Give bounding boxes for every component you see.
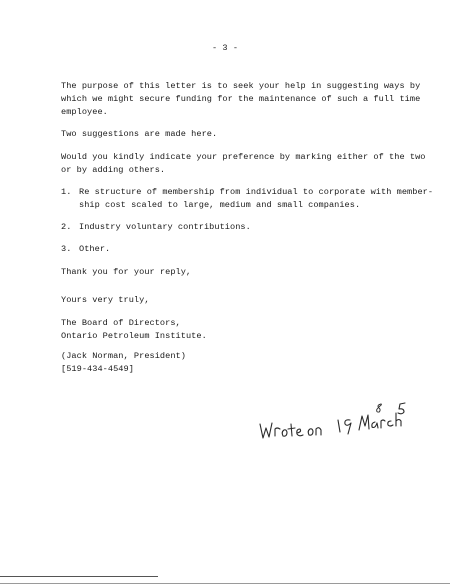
item-3-line-1: Other. — [79, 244, 111, 254]
item-3-number: 3. — [61, 244, 72, 254]
contact-line-1: (Jack Norman, President) — [61, 351, 186, 361]
signature-line-1: The Board of Directors, — [61, 318, 181, 328]
indicate-line-2: or by adding others. — [61, 165, 166, 175]
thanks-line: Thank you for your reply, — [61, 267, 192, 277]
purpose-line-3: employee. — [61, 107, 108, 117]
item-2-number: 2. — [61, 222, 72, 232]
yours-line: Yours very truly, — [61, 295, 150, 305]
item-1-number: 1. — [61, 187, 72, 197]
indicate-line-1: Would you kindly indicate your preference by marking either of the two — [61, 152, 426, 162]
page-number: - 3 - — [212, 43, 239, 53]
purpose-line-1: The purpose of this letter is to seek your help in suggesting ways by — [61, 81, 421, 91]
item-2-line-1: Industry voluntary contributions. — [79, 222, 251, 232]
handwritten-note — [258, 402, 408, 446]
contact-line-2: [519-434-4549] — [61, 364, 134, 374]
scan-bottom-edge — [0, 583, 450, 584]
suggestions-line: Two suggestions are made here. — [61, 129, 218, 139]
signature-line-2: Ontario Petroleum Institute. — [61, 331, 207, 341]
purpose-line-2: which we might secure funding for the maintenance of such a full time — [61, 94, 421, 104]
item-1-line-2: ship cost scaled to large, medium and small companies. — [79, 200, 361, 210]
item-1-line-1: Re structure of membership from individual to corporate with member- — [79, 187, 434, 197]
scan-edge-line — [0, 576, 158, 577]
